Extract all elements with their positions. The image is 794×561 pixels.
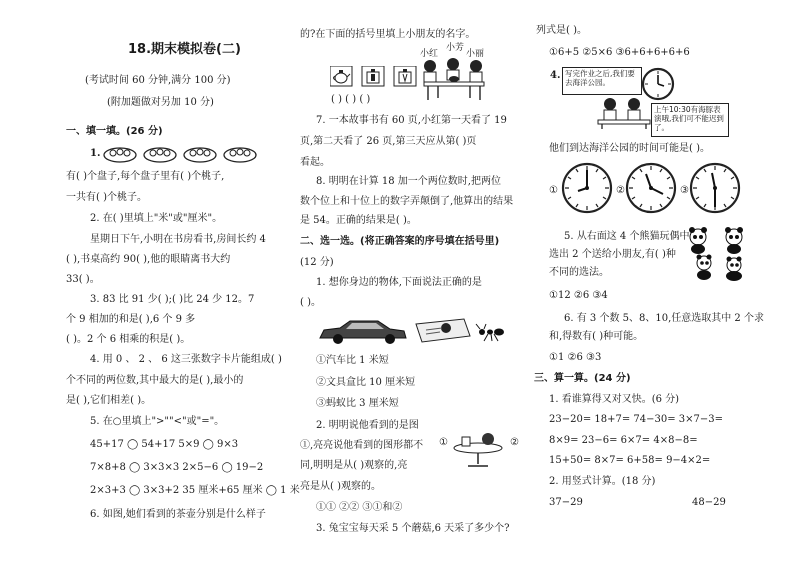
exam-title: 18.期末模拟卷(二): [128, 42, 241, 57]
clock-1-icon: [560, 161, 614, 215]
s5-text-b: 选出 2 个送给小朋友,有( )种: [549, 249, 676, 260]
kid-3: [470, 60, 482, 84]
c2-heading: 2. 用竖式计算。(18 分): [549, 476, 656, 487]
s1-text-b: ( )。: [300, 297, 321, 308]
q8-text-b: 数个位上和十位上的数字弄颠倒了,他算出的结果: [300, 196, 514, 207]
q1-text-b: 一共有( )个桃子。: [66, 192, 147, 203]
kid-1: [424, 60, 436, 84]
s6-text-b: 和,得数有( )种可能。: [549, 331, 644, 342]
section-1-heading: 一、填一填。(26 分): [66, 126, 163, 137]
cup: [462, 437, 470, 446]
teapot: [449, 76, 459, 82]
q1-text-a: 有( )个盘子,每个盘子里有( )个桃子,: [66, 171, 225, 182]
plate-3: [184, 148, 216, 162]
plate-2: [144, 148, 176, 162]
kid-name-3: 小丽: [466, 49, 485, 59]
kid-name-1: 小红: [420, 49, 439, 59]
clock-3-icon: [688, 161, 742, 215]
s1-option-2: ②文具盒比 10 厘米短: [316, 377, 416, 388]
q2-text-b: ( ),书桌高约 90( ),他的眼睛离书大约: [66, 254, 231, 265]
q7-text-a: 7. 一本故事书有 60 页,小红第一天看了 19: [316, 115, 507, 126]
panda-2: [725, 227, 743, 254]
teapot-view-2: [362, 66, 384, 86]
bonus-info: (附加题做对另加 10 分): [107, 97, 214, 108]
speech-bubble-1: 写完作业之后,我们要去海洋公园。: [562, 67, 642, 95]
panda-1: [689, 227, 707, 254]
q5-row-3: 2×3+3 ◯ 3×3+2 35 厘米+65 厘米 ◯ 1 米: [90, 485, 300, 496]
q7-text-c: 看起。: [300, 157, 330, 168]
q3-text-a: 3. 83 比 91 少( );( )比 24 少 12。7: [90, 294, 255, 305]
calc-row-3: 15+50= 8×7= 6+58= 9−4×2=: [549, 455, 711, 466]
figure-label-2: ②: [510, 437, 519, 448]
s1-text-a: 1. 想你身边的物体,下面说法正确的是: [316, 277, 482, 288]
q4-text-c: 是( ),它们相差( )。: [66, 395, 152, 406]
two-kids-writing-illustration: [596, 96, 652, 130]
vertical-calc-a: 37−29: [549, 497, 583, 508]
s4-number: 4.: [550, 70, 561, 81]
pencil-case-image: [416, 319, 470, 342]
q2-text-c: 33( )。: [66, 274, 100, 285]
q8-text-c: 是 54。正确的结果是( )。: [300, 215, 417, 226]
s2-options: ①① ②② ③①和②: [316, 502, 403, 513]
car-pencilcase-ant-illustration: [318, 316, 508, 346]
s5-text-a: 5. 从右面这 4 个熊猫玩偶中: [564, 231, 690, 242]
s6-text-a: 6. 有 3 个数 5、8、10,任意选取其中 2 个求: [564, 313, 764, 324]
ant-image: [476, 324, 504, 341]
q4-text-a: 4. 用 0 、 2 、 6 这三张数字卡片能组成( ): [90, 354, 282, 365]
s3-continued: 列式是( )。: [536, 25, 587, 36]
calc-row-1: 23−20= 18+7= 74−30= 3×7−3=: [549, 414, 724, 425]
teapot-views: [330, 66, 418, 88]
s5-options: ①12 ②6 ③4: [549, 290, 608, 301]
kid-name-2: 小芳: [446, 43, 465, 53]
kid-right: [628, 98, 640, 120]
section-2-points: (12 分): [300, 257, 334, 268]
s2-text-d: 亮是从( )观察的。: [300, 481, 381, 492]
exam-info: (考试时间 60 分钟,满分 100 分): [85, 75, 231, 86]
teapot-view-1: [330, 66, 352, 86]
panda-toys-illustration: [686, 225, 752, 283]
ball: [482, 433, 494, 445]
q2-text-a: 星期日下午,小明在书房看书,房间长约 4: [90, 234, 266, 245]
plate-4: [224, 148, 256, 162]
q1-number: 1.: [90, 148, 101, 159]
q3-text-c: ( )。2 个 6 相乘的积是( )。: [66, 334, 191, 345]
s2-text-b: ①,亮亮说他看到的图形都不: [300, 440, 424, 451]
kids-around-teapot-illustration: [418, 58, 490, 102]
teapot-view-3: [394, 66, 416, 86]
q3-text-b: 个 9 相加的和是( ),6 个 9 多: [66, 314, 196, 325]
s2-text-c: 同,明明是从( )观察的,亮: [300, 460, 408, 471]
figure-label-1: ①: [439, 437, 448, 448]
s2-text-a: 2. 明明说他看到的是图: [316, 420, 419, 431]
q4-text-b: 个不同的两位数,其中最大的是( ),最小的: [66, 375, 244, 386]
s4-question: 他们到达海洋公园的时间可能是( )。: [549, 143, 710, 154]
panda-4: [726, 257, 742, 282]
q6-text: 6. 如图,她们看到的茶壶分别是什么样子: [90, 509, 266, 520]
clock-label-2: ②: [616, 185, 625, 196]
q7-text-b: 页,第二天看了 26 页,第三天应从第( )页: [300, 136, 477, 147]
speech-bubble-2: 上午10:30有海豚表演哦,我们可不能迟到了。: [651, 103, 729, 137]
calc-row-2: 8×9= 23−6= 6×7= 4×8−8=: [549, 435, 698, 446]
panda-3: [697, 255, 712, 281]
s6-options: ①1 ②6 ③3: [549, 352, 602, 363]
s1-option-3: ③蚂蚁比 3 厘米短: [316, 398, 399, 409]
s3-options: ①6+5 ②5×6 ③6+6+6+6+6: [549, 47, 690, 58]
q5-row-1: 45+17 ◯ 54+17 5×9 ◯ 9×3: [90, 439, 239, 450]
q5-heading: 5. 在○里填上">""<"或"="。: [90, 416, 225, 427]
s5-text-c: 不同的选法。: [549, 267, 609, 278]
q6-continued: 的?在下面的括号里填上小朋友的名字。: [300, 29, 476, 40]
peach-plates-illustration: [102, 144, 272, 166]
table: [424, 82, 484, 86]
desk: [598, 120, 650, 124]
q8-text-a: 8. 明明在计算 18 加一个两位数时,把两位: [316, 176, 501, 187]
section-3-heading: 三、算一算。(24 分): [534, 373, 631, 384]
s1-option-1: ①汽车比 1 米短: [316, 355, 389, 366]
c1-heading: 1. 看谁算得又对又快。(6 分): [549, 394, 680, 405]
plate-1: [104, 148, 136, 162]
table-objects-illustration: [448, 422, 508, 468]
clock-2-icon: [624, 161, 678, 215]
q2-heading: 2. 在( )里填上"米"或"厘米"。: [90, 213, 223, 224]
clock-label-1: ①: [549, 185, 558, 196]
round-table-top: [454, 443, 502, 453]
kid-left: [604, 98, 616, 120]
vertical-calc-b: 48−29: [692, 497, 726, 508]
q6-answer-blanks: ( ) ( ) ( ): [331, 94, 371, 105]
q5-row-2: 7×8+8 ◯ 3×3×3 2×5−6 ◯ 19−2: [90, 462, 264, 473]
clock-label-3: ③: [680, 185, 689, 196]
section-2-heading: 二、选一选。(将正确答案的序号填在括号里): [300, 236, 500, 247]
s3-text: 3. 兔宝宝每天采 5 个蘑菇,6 天采了多少个?: [316, 523, 510, 534]
car-image: [320, 321, 406, 344]
